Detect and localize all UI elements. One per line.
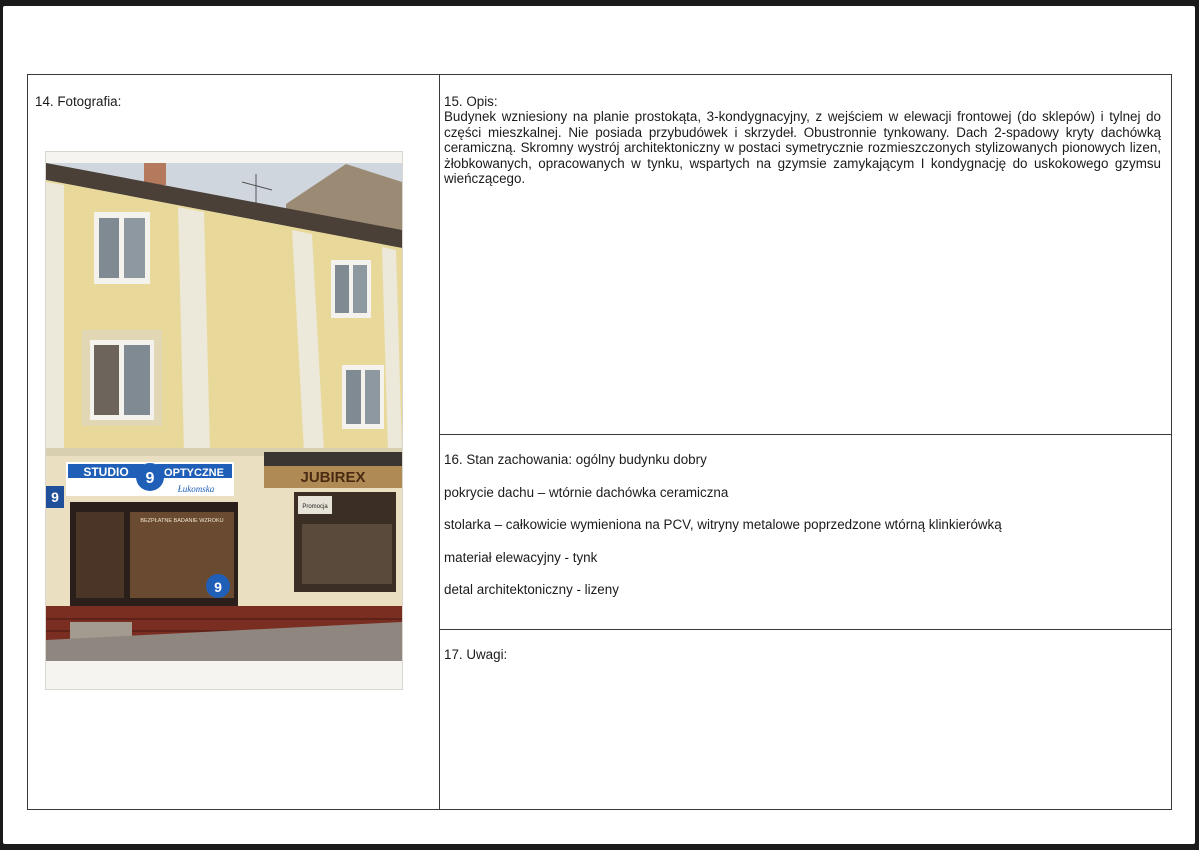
awning bbox=[264, 452, 402, 466]
condition-item: materiał elewacyjny - tynk bbox=[444, 550, 598, 565]
svg-text:9: 9 bbox=[214, 579, 222, 595]
house-number: 9 bbox=[51, 489, 59, 505]
svg-text:9: 9 bbox=[145, 470, 155, 487]
form-table bbox=[27, 74, 1172, 810]
condition-item: pokrycie dachu – wtórnie dachówka ceramiczna bbox=[444, 485, 729, 500]
description-text: Budynek wzniesiony na planie prostokąta, 3-kondygnacyjny, z wejściem w elewacji frontowej (do sklepów) i tylnej do części mieszkalnej. Nie posiada przybudówek i skrzydeł. Obustronnie tynkowany. Dach 2-spadowy kryty dachówką ceramiczną. Skromny wystrój architektoniczny w postaci symetrycznie rozmieszczonych stylizowanych pionowych lizen, żłobkowanych, opracowanych w tynku, wspartych na gzymsie zamykającym I kondygnację do uskokowego gzymsu wieńczącego. bbox=[444, 109, 1161, 186]
condition-item: detal architektoniczny - lizeny bbox=[444, 582, 619, 597]
studio-script: Łukomska bbox=[177, 484, 215, 494]
column-divider bbox=[439, 75, 440, 809]
row-divider-1 bbox=[439, 434, 1172, 435]
description-label: 15. Opis: bbox=[444, 94, 498, 109]
neighbor-sign: JUBIREX bbox=[300, 469, 366, 486]
building-photo bbox=[45, 151, 403, 690]
studio-sign-right: OPTYCZNE bbox=[164, 467, 224, 479]
condition-item: stolarka – całkowicie wymieniona na PCV, witryny metalowe poprzedzone wtórną klinkierówką bbox=[444, 517, 1002, 532]
window bbox=[342, 365, 384, 429]
row-divider-2 bbox=[439, 629, 1172, 630]
promo-text: Promocja bbox=[302, 504, 328, 510]
photo-section-label: 14. Fotografia: bbox=[35, 94, 122, 109]
document-sheet bbox=[3, 6, 1195, 844]
remarks-label: 17. Uwagi: bbox=[444, 647, 508, 662]
condition-label: 16. Stan zachowania: ogólny budynku dobry bbox=[444, 452, 707, 467]
window-text: BEZPŁATNE BADANIE WZROKU bbox=[140, 518, 224, 524]
window bbox=[331, 260, 371, 318]
pilaster bbox=[46, 182, 64, 452]
building-photo-drawing bbox=[46, 152, 402, 689]
chimney bbox=[144, 163, 166, 185]
window bbox=[82, 330, 162, 426]
window bbox=[94, 212, 150, 284]
studio-sign-left: STUDIO bbox=[83, 465, 129, 479]
